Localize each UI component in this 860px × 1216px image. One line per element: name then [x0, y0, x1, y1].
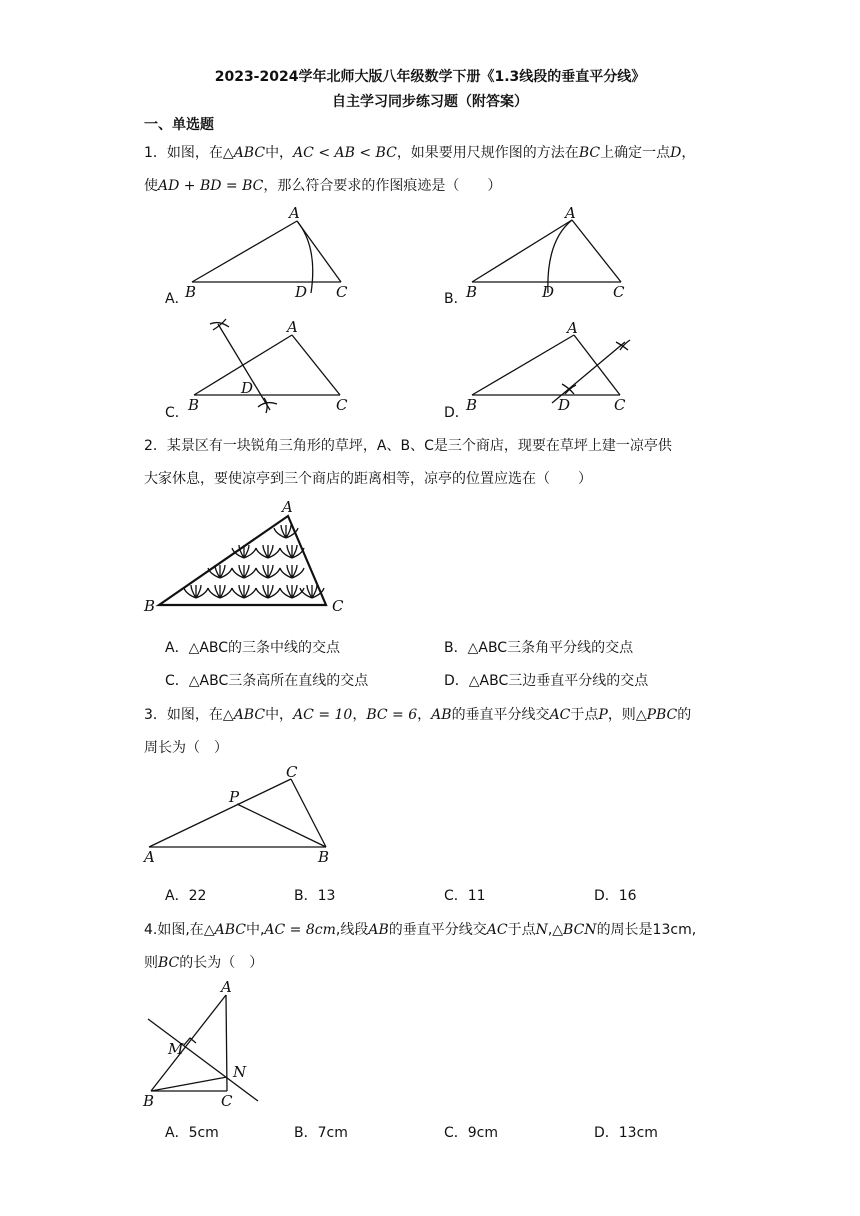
- document-title: 2023-2024学年北师大版八年级数学下册《1.3线段的垂直平分线》: [214, 69, 646, 85]
- grass-tuft: [256, 545, 280, 558]
- q3-option-c[interactable]: C．11: [444, 888, 486, 904]
- q3-math: BC = 6: [366, 707, 418, 723]
- point-label-p: P: [229, 788, 240, 806]
- q1-text: 上确定一点: [600, 145, 671, 161]
- grass-tuft: [256, 565, 280, 578]
- grass-tuft: [232, 585, 256, 598]
- q3-math: AC = 10: [293, 707, 353, 723]
- q1-line1: [144, 142, 695, 162]
- q3-math: AC: [549, 707, 571, 723]
- segment-ab: [472, 220, 572, 282]
- q1-text: 使: [144, 178, 158, 194]
- q1-math: AC < AB < BC: [293, 145, 397, 161]
- q4-figure: [140, 980, 270, 1110]
- q4-math: AC = 8cm: [264, 922, 336, 938]
- q2-line1: 2．某景区有一块锐角三角形的草坪，A、B、C是三个商店，现要在草坪上建一凉亭供: [144, 438, 672, 454]
- q4-math: N: [535, 922, 548, 938]
- q2-option-c[interactable]: C．△ABC三条高所在直线的交点: [165, 673, 369, 689]
- point-label-b: B: [185, 283, 197, 301]
- grass-tuft: [256, 585, 280, 598]
- q1-text: 如图，在: [166, 145, 223, 161]
- point-label-a: A: [144, 848, 155, 866]
- q4-text: ,: [547, 922, 553, 938]
- q3-text: 于点: [570, 707, 599, 723]
- q1-option-b-figure[interactable]: [464, 205, 634, 300]
- point-label-d: D: [542, 283, 555, 301]
- q4-math: AC: [486, 922, 508, 938]
- q3-text: 中，: [265, 707, 294, 723]
- q4-text: 则: [144, 955, 158, 971]
- grass-tuft: [208, 585, 232, 598]
- point-label-a: A: [221, 978, 232, 996]
- segment-pb: [237, 804, 326, 847]
- grass-tuft: [208, 565, 232, 578]
- point-label-a: A: [565, 204, 576, 222]
- point-label-c: C: [221, 1092, 233, 1110]
- point-label-b: B: [188, 396, 200, 414]
- grass-tuft: [232, 565, 256, 578]
- q2-option-b[interactable]: B．△ABC三条角平分线的交点: [444, 640, 634, 656]
- point-label-b: B: [466, 396, 478, 414]
- segment-ab: [192, 221, 297, 282]
- point-label-b: B: [466, 283, 478, 301]
- q1-option-c-label[interactable]: C．: [165, 405, 189, 421]
- point-label-a: A: [282, 498, 293, 516]
- point-label-c: C: [336, 396, 348, 414]
- q4-text: 的长为（ ）: [179, 955, 264, 971]
- q1-math: D: [670, 145, 682, 161]
- section-heading: 一、单选题: [144, 117, 214, 133]
- point-label-a: A: [287, 318, 298, 336]
- document-subtitle: 自主学习同步练习题（附答案）: [332, 94, 528, 110]
- q2-figure: [140, 498, 360, 618]
- q4-option-d[interactable]: D．13cm: [594, 1125, 658, 1141]
- q1-math: AD + BD = BC: [158, 178, 264, 194]
- q4-math: △ABC: [203, 922, 246, 938]
- q1-option-d-label[interactable]: D．: [444, 405, 469, 421]
- q4-option-c[interactable]: C．9cm: [444, 1125, 499, 1141]
- q1-option-a-figure[interactable]: [185, 205, 355, 300]
- q3-math: △PBC: [635, 707, 678, 723]
- q3-option-a[interactable]: A．22: [165, 888, 207, 904]
- segment-bn: [151, 1077, 227, 1091]
- grass-tuft: [280, 565, 304, 578]
- q1-line2: [144, 175, 501, 195]
- q1-number: 1．: [144, 145, 167, 161]
- q3-text: ，则: [607, 707, 636, 723]
- grass-tufts: [184, 525, 324, 598]
- point-label-c: C: [614, 396, 626, 414]
- q3-math: AB: [431, 707, 452, 723]
- point-label-c: C: [332, 597, 344, 615]
- q4-text: 于点: [507, 922, 536, 938]
- grass-tuft: [184, 585, 208, 598]
- q2-option-d[interactable]: D．△ABC三边垂直平分线的交点: [444, 673, 649, 689]
- q1-text: ，如果要用尺规作图的方法在: [396, 145, 579, 161]
- q1-text: ，: [681, 145, 696, 161]
- q3-text: ，: [352, 707, 367, 723]
- q4-text: 的周长是13cm,: [596, 922, 697, 938]
- q3-math: P: [598, 707, 608, 723]
- q1-option-c-figure[interactable]: [185, 318, 355, 413]
- q4-text: 4.如图,在: [144, 922, 204, 938]
- q2-line2: 大家休息，要使凉亭到三个商店的距离相等，凉亭的位置应选在（ ）: [144, 471, 592, 487]
- q3-text: 3．如图，在: [144, 707, 223, 723]
- q4-line2: [144, 952, 263, 972]
- segment-ab: [472, 335, 574, 395]
- q4-line1: [144, 919, 696, 939]
- point-label-b: B: [318, 848, 330, 866]
- q1-text: 中，: [265, 145, 294, 161]
- q4-option-b[interactable]: B．7cm: [294, 1125, 348, 1141]
- q3-option-d[interactable]: D．16: [594, 888, 637, 904]
- triangle-abc: [159, 516, 326, 605]
- q4-option-a[interactable]: A．5cm: [165, 1125, 219, 1141]
- point-label-a: A: [289, 204, 300, 222]
- q4-math: BC: [158, 955, 180, 971]
- q3-math: △ABC: [222, 707, 266, 723]
- q3-text: ，: [417, 707, 432, 723]
- q2-option-a[interactable]: A．△ABC的三条中线的交点: [165, 640, 341, 656]
- q1-text: ，那么符合要求的作图痕迹是（ ）: [263, 178, 502, 194]
- q3-text: 的垂直平分线交: [451, 707, 550, 723]
- q4-text: 中,: [245, 922, 265, 938]
- q1-option-a-label[interactable]: A．: [165, 291, 189, 307]
- point-label-b: B: [144, 597, 156, 615]
- q4-math: △BCN: [552, 922, 597, 938]
- grass-tuft: [280, 585, 304, 598]
- point-label-b: B: [143, 1092, 155, 1110]
- point-label-d: D: [241, 379, 254, 397]
- segment-ac: [149, 779, 291, 847]
- point-label-n: N: [233, 1063, 247, 1081]
- q4-text: ,线段: [335, 922, 369, 938]
- perpendicular-bisector: [552, 342, 625, 403]
- point-label-c: C: [613, 283, 625, 301]
- point-label-d: D: [295, 283, 308, 301]
- q3-figure: [140, 762, 345, 867]
- q1-math: BC: [578, 145, 601, 161]
- segment-ac: [292, 335, 340, 395]
- q1-math: △ABC: [222, 145, 266, 161]
- q1-option-d-figure[interactable]: [464, 318, 639, 413]
- q1-option-b-label[interactable]: B．: [444, 291, 468, 307]
- segment-ab: [151, 995, 226, 1091]
- q3-option-b[interactable]: B．13: [294, 888, 336, 904]
- q4-text: 的垂直平分线交: [388, 922, 487, 938]
- segment-ac: [572, 220, 621, 282]
- q3-line1: [144, 704, 691, 724]
- point-label-m: M: [168, 1040, 184, 1058]
- q3-text: 的: [677, 707, 692, 723]
- point-label-c: C: [336, 283, 348, 301]
- q3-line2: 周长为（ ）: [144, 740, 228, 756]
- point-label-c: C: [286, 763, 298, 781]
- q4-math: AB: [368, 922, 389, 938]
- perpendicular-bisector: [218, 324, 270, 410]
- segment-bc: [291, 779, 326, 847]
- point-label-a: A: [567, 319, 578, 337]
- point-label-d: D: [558, 396, 571, 414]
